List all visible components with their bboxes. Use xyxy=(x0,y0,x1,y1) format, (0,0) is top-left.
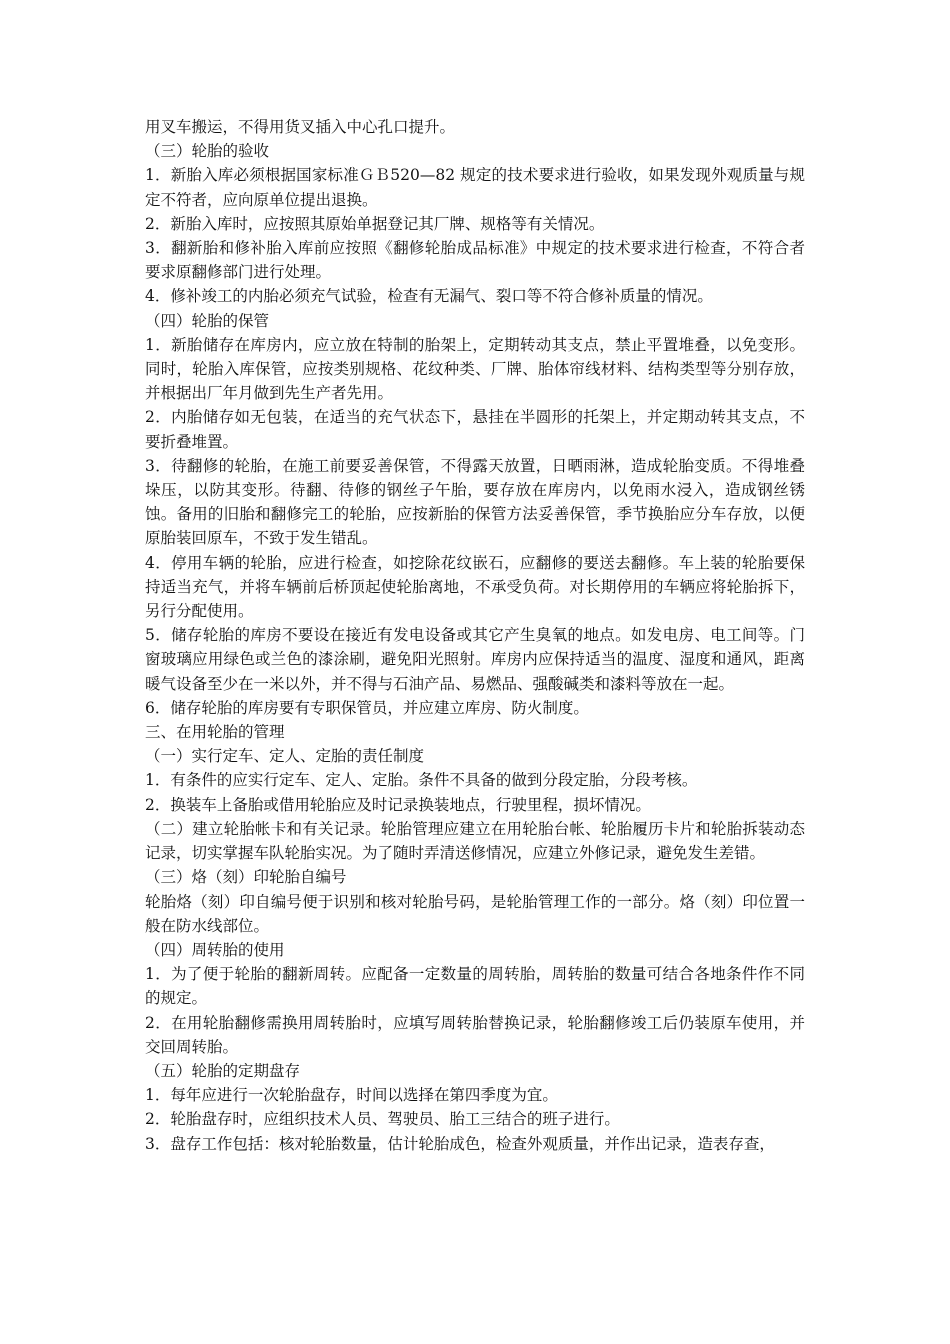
section-heading: （五）轮胎的定期盘存 xyxy=(145,1061,301,1080)
paragraph: 2．新胎入库时，应按照其原始单据登记其厂牌、规格等有关情况。 xyxy=(145,214,605,233)
section-heading: （四）轮胎的保管 xyxy=(145,311,270,330)
paragraph: （二）建立轮胎帐卡和有关记录。轮胎管理应建立在用轮胎台帐、轮胎履历卡片和轮胎拆装动态记录，切实掌握车队轮胎实况。为了随时弄清送修情况，应建立外修记录，避免发生差错。 xyxy=(145,819,805,863)
paragraph: 1．新胎入库必须根据国家标准ＧＢ520—82 规定的技术要求进行验收，如果发现外观质量与规定不符者，应向原单位提出退换。 xyxy=(145,166,805,209)
section-heading: （三）轮胎的验收 xyxy=(145,142,270,161)
paragraph: 1．为了便于轮胎的翻新周转。应配备一定数量的周转胎，周转胎的数量可结合各地条件作不同的规定。 xyxy=(145,965,805,1008)
paragraph: 4．停用车辆的轮胎，应进行检查，如挖除花纹嵌石，应翻修的要送去翻修。车上装的轮胎要保持适当充气，并将车辆前后桥顶起使轮胎离地，不承受负荷。对长期停用的车辆应将轮胎拆下，另行分配使用。 xyxy=(145,553,805,621)
paragraph: 3．待翻修的轮胎，在施工前要妥善保管，不得露天放置，日晒雨淋，造成轮胎变质。不得堆叠垛压，以防其变形。待翻、待修的钢丝子午胎，要存放在库房内，以免雨水浸入，造成钢丝锈蚀。备用的旧胎和翻修完工的轮胎，应按新胎的保管方法妥善保管，季节换胎应分车存放，以便原胎装回原车，不致于发生错乱。 xyxy=(145,456,805,548)
paragraph: 1．新胎储存在库房内，应立放在特制的胎架上，定期转动其支点，禁止平置堆叠，以免变形。同时，轮胎入库保管，应按类别规格、花纹种类、厂牌、胎体帘线材料、结构类型等分别存放，并根据出厂年月做到先生产者先用。 xyxy=(145,335,805,403)
paragraph: 5．储存轮胎的库房不要设在接近有发电设备或其它产生臭氧的地点。如发电房、电工间等。门窗玻璃应用绿色或兰色的漆涂刷，避免阳光照射。库房内应保持适当的温度、湿度和通风，距离暖气设备至少在一米以外，并不得与石油产品、易燃品、强酸碱类和漆料等放在一起。 xyxy=(145,626,805,693)
section-heading: （三）烙（刻）印轮胎自编号 xyxy=(145,868,347,887)
paragraph: 轮胎烙（刻）印自编号便于识别和核对轮胎号码，是轮胎管理工作的一部分。烙（刻）印位置一般在防水线部位。 xyxy=(145,892,805,935)
paragraph: 2．内胎储存如无包装，在适当的充气状态下，悬挂在半圆形的托架上，并定期动转其支点，不要折叠堆置。 xyxy=(145,408,805,451)
paragraph: 3．翻新胎和修补胎入库前应按照《翻修轮胎成品标准》中规定的技术要求进行检查，不符合者要求原翻修部门进行处理。 xyxy=(145,239,805,282)
paragraph: 1．有条件的应实行定车、定人、定胎。条件不具备的做到分段定胎，分段考核。 xyxy=(145,771,698,790)
section-heading: （四）周转胎的使用 xyxy=(145,940,285,959)
chapter-heading: 三、在用轮胎的管理 xyxy=(145,723,285,742)
section-heading: （一）实行定车、定人、定胎的责任制度 xyxy=(145,747,425,766)
paragraph: 用叉车搬运，不得用货叉插入中心孔口提升。 xyxy=(145,118,456,136)
paragraph: 6．储存轮胎的库房要有专职保管员，并应建立库房、防火制度。 xyxy=(145,698,589,717)
document-body xyxy=(145,115,805,1156)
paragraph: 3．盘存工作包括：核对轮胎数量，估计轮胎成色，检查外观质量，并作出记录，造表存查， xyxy=(145,1134,775,1153)
paragraph: 2．轮胎盘存时，应组织技术人员、驾驶员、胎工三结合的班子进行。 xyxy=(145,1110,620,1129)
paragraph: 2．换装车上备胎或借用轮胎应及时记录换装地点，行驶里程，损坏情况。 xyxy=(145,795,651,814)
paragraph: 2．在用轮胎翻修需换用周转胎时，应填写周转胎替换记录，轮胎翻修竣工后仍装原车使用，并交回周转胎。 xyxy=(145,1013,805,1056)
paragraph: 4．修补竣工的内胎必须充气试验，检查有无漏气、裂口等不符合修补质量的情况。 xyxy=(145,287,713,306)
paragraph: 1．每年应进行一次轮胎盘存，时间以选择在第四季度为宜。 xyxy=(145,1086,558,1105)
